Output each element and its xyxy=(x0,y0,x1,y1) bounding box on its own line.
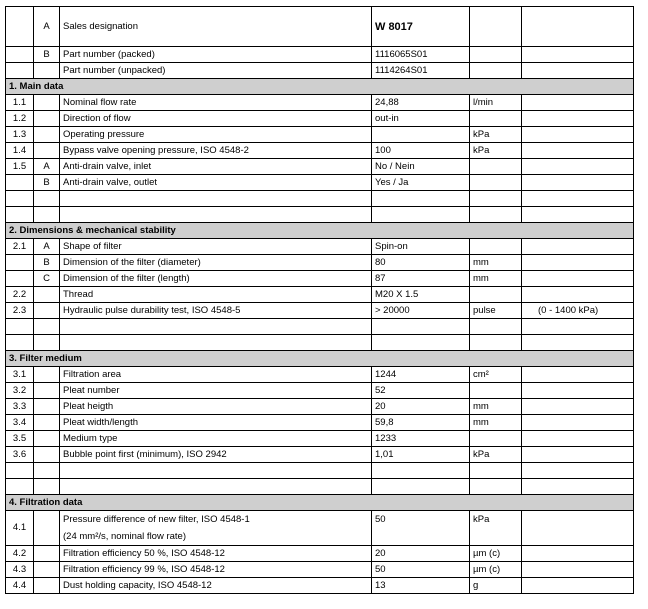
section-title: 3. Filter medium xyxy=(6,351,634,367)
row-label: Filtration efficiency 50 %, ISO 4548-12 xyxy=(60,546,372,562)
spec-row xyxy=(6,287,634,303)
row-value: 50 xyxy=(372,562,470,578)
row-value: 20 xyxy=(372,399,470,415)
row-sub-index: B xyxy=(34,47,60,63)
spec-row xyxy=(6,175,634,191)
sales-designation-value: W 8017 xyxy=(372,7,470,47)
row-unit: cm² xyxy=(470,367,522,383)
row-label: Pleat heigth xyxy=(60,399,372,415)
row-range xyxy=(522,47,634,63)
spec-row xyxy=(6,143,634,159)
spec-row xyxy=(6,239,634,255)
blank-row xyxy=(6,207,634,223)
row-unit: l/min xyxy=(470,95,522,111)
row-label: Filtration area xyxy=(60,367,372,383)
row-unit xyxy=(470,175,522,191)
section-header xyxy=(6,495,634,511)
row-sub-index xyxy=(34,562,60,578)
row-value: 1,01 xyxy=(372,447,470,463)
row-unit: kPa xyxy=(470,511,522,546)
row-number: 3.4 xyxy=(6,415,34,431)
row-unit: kPa xyxy=(470,143,522,159)
row-unit: kPa xyxy=(470,127,522,143)
row-number: 1.5 xyxy=(6,159,34,175)
row-range xyxy=(522,578,634,594)
row-value: 20 xyxy=(372,546,470,562)
part-number-value: 1114264S01 xyxy=(372,63,470,79)
blank-cell xyxy=(522,463,634,479)
row-label: Anti-drain valve, outlet xyxy=(60,175,372,191)
spec-row xyxy=(6,431,634,447)
row-range xyxy=(522,431,634,447)
row-label: Sales designation xyxy=(60,7,372,47)
row-unit xyxy=(470,383,522,399)
spec-table xyxy=(5,6,634,594)
row-label: Dust holding capacity, ISO 4548-12 xyxy=(60,578,372,594)
row-unit xyxy=(470,287,522,303)
row-label: Bubble point first (minimum), ISO 2942 xyxy=(60,447,372,463)
blank-cell xyxy=(60,463,372,479)
row-label: Medium type xyxy=(60,431,372,447)
row-label-line: (24 mm²/s, nominal flow rate) xyxy=(63,531,187,542)
row-number: 1.1 xyxy=(6,95,34,111)
row-number: 4.3 xyxy=(6,562,34,578)
blank-row xyxy=(6,479,634,495)
row-number: 4.4 xyxy=(6,578,34,594)
row-unit xyxy=(470,431,522,447)
row-label: Direction of flow xyxy=(60,111,372,127)
row-sub-index xyxy=(34,287,60,303)
part-number-row xyxy=(6,63,634,79)
blank-cell xyxy=(34,463,60,479)
row-unit: mm xyxy=(470,271,522,287)
row-range: (0 - 1400 kPa) xyxy=(522,303,634,319)
row-sub-index xyxy=(34,399,60,415)
row-range xyxy=(522,175,634,191)
row-label: Hydraulic pulse durability test, ISO 4548-5 xyxy=(60,303,372,319)
row-number: 2.2 xyxy=(6,287,34,303)
blank-cell xyxy=(6,463,34,479)
row-number: 2.1 xyxy=(6,239,34,255)
row-sub-index xyxy=(34,95,60,111)
row-number: 4.2 xyxy=(6,546,34,562)
row-number xyxy=(6,271,34,287)
row-number xyxy=(6,175,34,191)
row-value: 1233 xyxy=(372,431,470,447)
blank-cell xyxy=(34,319,60,335)
row-unit xyxy=(470,63,522,79)
row-number: 3.2 xyxy=(6,383,34,399)
row-value: 1244 xyxy=(372,367,470,383)
row-label: Dimension of the filter (length) xyxy=(60,271,372,287)
blank-cell xyxy=(470,207,522,223)
row-unit xyxy=(470,7,522,47)
sales-designation-row xyxy=(6,7,634,47)
spec-row xyxy=(6,447,634,463)
blank-cell xyxy=(6,479,34,495)
row-label: Pleat number xyxy=(60,383,372,399)
spec-row xyxy=(6,562,634,578)
row-number: 1.4 xyxy=(6,143,34,159)
row-value: 59,8 xyxy=(372,415,470,431)
row-label: Filtration efficiency 99 %, ISO 4548-12 xyxy=(60,562,372,578)
row-number: 3.5 xyxy=(6,431,34,447)
row-value: 24,88 xyxy=(372,95,470,111)
row-label: Pleat width/length xyxy=(60,415,372,431)
row-range xyxy=(522,415,634,431)
blank-cell xyxy=(6,207,34,223)
row-number: 4.1 xyxy=(6,511,34,546)
row-value: 50 xyxy=(372,511,470,546)
section-header xyxy=(6,79,634,95)
spec-row xyxy=(6,578,634,594)
row-range xyxy=(522,511,634,546)
row-label: Anti-drain valve, inlet xyxy=(60,159,372,175)
row-unit xyxy=(470,47,522,63)
row-range xyxy=(522,399,634,415)
row-sub-index xyxy=(34,367,60,383)
row-number: 3.6 xyxy=(6,447,34,463)
blank-row xyxy=(6,463,634,479)
blank-cell xyxy=(522,479,634,495)
spec-row xyxy=(6,367,634,383)
blank-cell xyxy=(470,319,522,335)
row-sub-index: B xyxy=(34,175,60,191)
spec-row xyxy=(6,303,634,319)
part-number-row xyxy=(6,47,634,63)
spec-row xyxy=(6,511,634,546)
row-label: Thread xyxy=(60,287,372,303)
row-label xyxy=(60,511,372,546)
row-sub-index xyxy=(34,63,60,79)
row-unit: mm xyxy=(470,399,522,415)
row-value: M20 X 1.5 xyxy=(372,287,470,303)
row-label-line: Pressure difference of new filter, ISO 4548-1 xyxy=(63,514,250,525)
blank-cell xyxy=(470,479,522,495)
row-value: 52 xyxy=(372,383,470,399)
row-sub-index: A xyxy=(34,239,60,255)
spec-row xyxy=(6,255,634,271)
section-title: 1. Main data xyxy=(6,79,634,95)
row-number: 2.3 xyxy=(6,303,34,319)
row-value xyxy=(372,127,470,143)
blank-cell xyxy=(372,207,470,223)
row-unit: µm (c) xyxy=(470,562,522,578)
blank-cell xyxy=(372,335,470,351)
blank-cell xyxy=(60,191,372,207)
row-sub-index: B xyxy=(34,255,60,271)
spec-sheet xyxy=(5,6,633,609)
spec-row xyxy=(6,159,634,175)
blank-cell xyxy=(372,319,470,335)
blank-cell xyxy=(6,191,34,207)
blank-cell xyxy=(470,191,522,207)
row-sub-index: A xyxy=(34,7,60,47)
blank-cell xyxy=(60,335,372,351)
row-number: 1.2 xyxy=(6,111,34,127)
row-range xyxy=(522,271,634,287)
blank-cell xyxy=(6,335,34,351)
spec-row xyxy=(6,271,634,287)
row-value: 80 xyxy=(372,255,470,271)
row-sub-index xyxy=(34,415,60,431)
row-range xyxy=(522,562,634,578)
spec-row xyxy=(6,111,634,127)
row-unit: pulse xyxy=(470,303,522,319)
row-unit: mm xyxy=(470,415,522,431)
row-value: 87 xyxy=(372,271,470,287)
row-sub-index xyxy=(34,143,60,159)
row-range xyxy=(522,367,634,383)
row-number: 1.3 xyxy=(6,127,34,143)
spec-row xyxy=(6,546,634,562)
row-value: out-in xyxy=(372,111,470,127)
spec-row xyxy=(6,383,634,399)
row-sub-index: A xyxy=(34,159,60,175)
row-unit: µm (c) xyxy=(470,546,522,562)
row-range xyxy=(522,63,634,79)
blank-cell xyxy=(470,335,522,351)
row-label: Shape of filter xyxy=(60,239,372,255)
row-value: Yes / Ja xyxy=(372,175,470,191)
row-sub-index xyxy=(34,127,60,143)
row-value: Spin-on xyxy=(372,239,470,255)
row-range xyxy=(522,143,634,159)
row-sub-index xyxy=(34,511,60,546)
row-number xyxy=(6,63,34,79)
blank-row xyxy=(6,335,634,351)
blank-cell xyxy=(522,191,634,207)
section-header xyxy=(6,223,634,239)
row-range xyxy=(522,546,634,562)
section-title: 4. Filtration data xyxy=(6,495,634,511)
row-value: 13 xyxy=(372,578,470,594)
row-sub-index xyxy=(34,546,60,562)
section-title: 2. Dimensions & mechanical stability xyxy=(6,223,634,239)
blank-cell xyxy=(60,319,372,335)
row-range xyxy=(522,383,634,399)
row-number xyxy=(6,47,34,63)
row-label: Nominal flow rate xyxy=(60,95,372,111)
blank-row xyxy=(6,191,634,207)
row-range xyxy=(522,447,634,463)
row-sub-index: C xyxy=(34,271,60,287)
row-number xyxy=(6,7,34,47)
row-label: Operating pressure xyxy=(60,127,372,143)
row-sub-index xyxy=(34,111,60,127)
blank-cell xyxy=(34,191,60,207)
row-range xyxy=(522,239,634,255)
row-value: > 20000 xyxy=(372,303,470,319)
row-range xyxy=(522,159,634,175)
spec-row xyxy=(6,127,634,143)
row-unit xyxy=(470,111,522,127)
row-label: Bypass valve opening pressure, ISO 4548-2 xyxy=(60,143,372,159)
row-value: 100 xyxy=(372,143,470,159)
row-unit: kPa xyxy=(470,447,522,463)
blank-cell xyxy=(60,207,372,223)
row-range xyxy=(522,7,634,47)
blank-cell xyxy=(34,207,60,223)
blank-cell xyxy=(522,207,634,223)
part-number-value: 1116065S01 xyxy=(372,47,470,63)
row-range xyxy=(522,287,634,303)
row-range xyxy=(522,255,634,271)
row-number xyxy=(6,255,34,271)
row-range xyxy=(522,111,634,127)
row-sub-index xyxy=(34,303,60,319)
row-sub-index xyxy=(34,447,60,463)
blank-cell xyxy=(522,335,634,351)
blank-cell xyxy=(34,335,60,351)
row-label: Part number (packed) xyxy=(60,47,372,63)
row-range xyxy=(522,95,634,111)
row-label: Dimension of the filter (diameter) xyxy=(60,255,372,271)
blank-cell xyxy=(6,319,34,335)
spec-row xyxy=(6,95,634,111)
row-unit xyxy=(470,159,522,175)
blank-cell xyxy=(372,191,470,207)
blank-cell xyxy=(60,479,372,495)
row-number: 3.1 xyxy=(6,367,34,383)
blank-cell xyxy=(522,319,634,335)
row-value: No / Nein xyxy=(372,159,470,175)
row-unit: g xyxy=(470,578,522,594)
section-header xyxy=(6,351,634,367)
spec-row xyxy=(6,399,634,415)
blank-cell xyxy=(470,463,522,479)
blank-cell xyxy=(372,479,470,495)
spec-row xyxy=(6,415,634,431)
blank-row xyxy=(6,319,634,335)
blank-cell xyxy=(372,463,470,479)
row-sub-index xyxy=(34,431,60,447)
row-sub-index xyxy=(34,383,60,399)
row-label: Part number (unpacked) xyxy=(60,63,372,79)
row-range xyxy=(522,127,634,143)
row-unit: mm xyxy=(470,255,522,271)
row-unit xyxy=(470,239,522,255)
row-number: 3.3 xyxy=(6,399,34,415)
row-sub-index xyxy=(34,578,60,594)
blank-cell xyxy=(34,479,60,495)
